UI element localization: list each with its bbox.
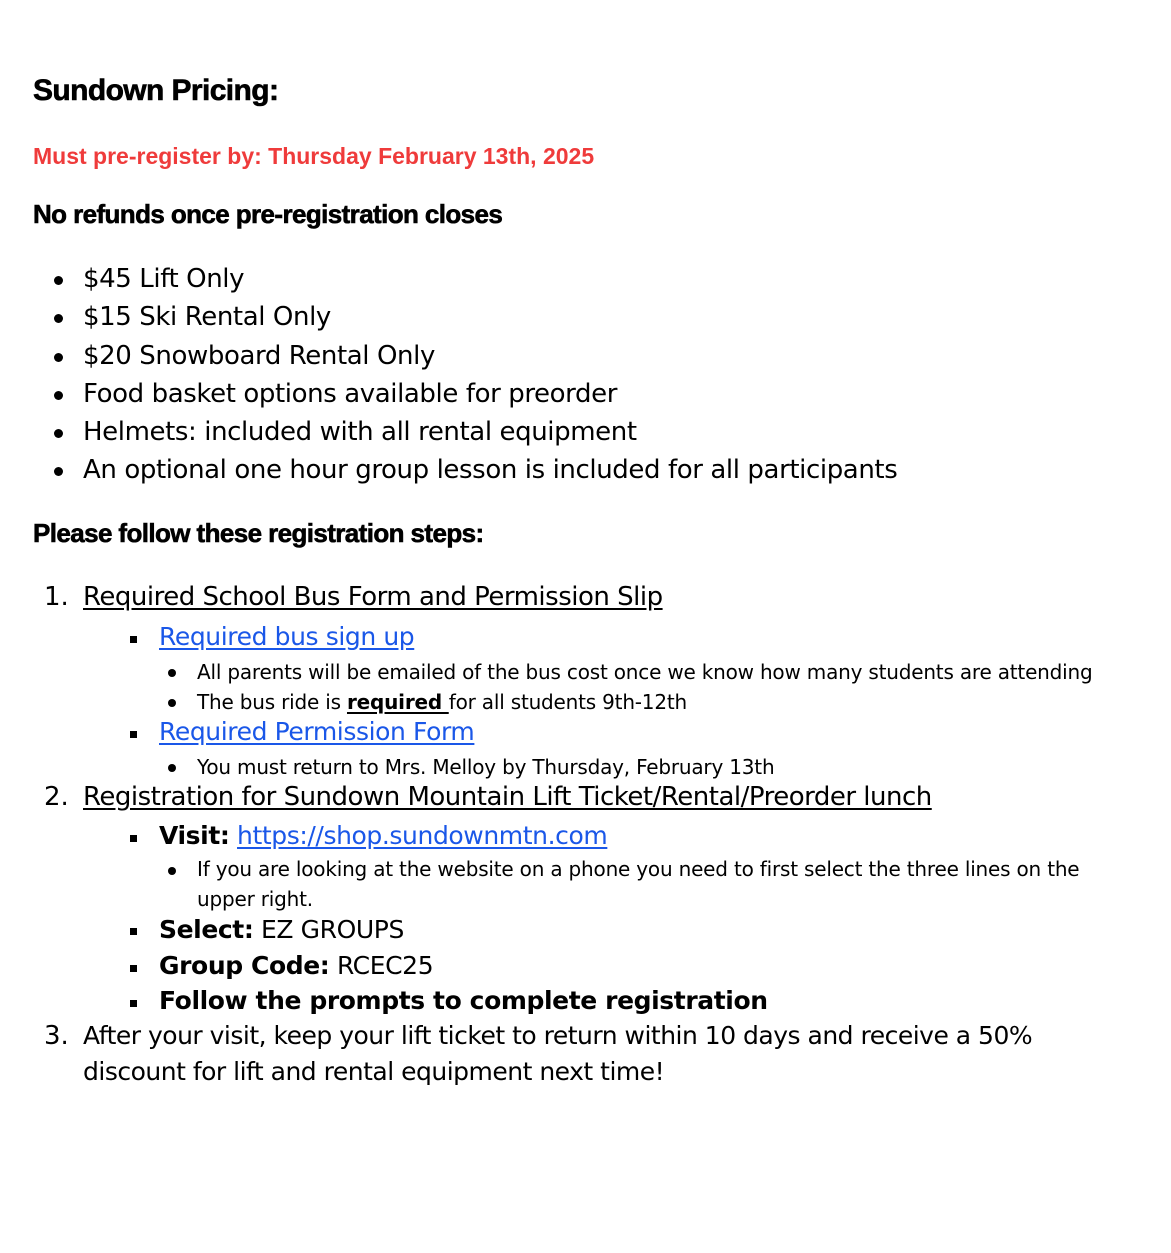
select-label: Select: [159, 915, 254, 944]
bullet-icon [168, 669, 176, 677]
step-number-2: 2. [44, 782, 69, 812]
step-1-title: Required School Bus Form and Permission Slip [83, 582, 663, 612]
refund-notice: No refunds once pre-registration closes [33, 199, 503, 229]
bus-cost-note: All parents will be emailed of the bus cost once we know how many students are attending [197, 660, 1093, 684]
step-3-line1: After your visit, keep your lift ticket to return within 10 days and receive a 50% [83, 1021, 1033, 1050]
bullet-icon [168, 764, 176, 772]
steps-heading: Please follow these registration steps: [33, 518, 484, 548]
square-bullet-icon [130, 731, 137, 738]
select-row [159, 915, 404, 944]
page-title: Sundown Pricing: [33, 74, 279, 107]
step-number-1: 1. [44, 582, 69, 612]
bus-required-note-text: for all students 9th-12th [448, 690, 687, 714]
pricing-item-snowboard-rental: $20 Snowboard Rental Only [0, 339, 897, 377]
follow-prompts-text: Follow the prompts to complete registration [159, 986, 768, 1015]
square-bullet-icon [130, 835, 137, 842]
pricing-item-lift: $45 Lift Only [0, 262, 897, 300]
group-code-label: Group Code: [159, 951, 330, 980]
phone-note-line1: If you are looking at the website on a phone you need to first select the three lines on the [197, 857, 1080, 881]
step-2-title: Registration for Sundown Mountain Lift Ticket/Rental/Preorder lunch [83, 782, 932, 812]
bullet-icon [168, 699, 176, 707]
pricing-item-ski-rental: $15 Ski Rental Only [0, 300, 897, 338]
visit-row [159, 821, 607, 850]
visit-label: Visit: [159, 821, 230, 850]
group-code-value: RCEC25 [329, 951, 434, 980]
square-bullet-icon [130, 965, 137, 972]
square-bullet-icon [130, 636, 137, 643]
step-3-line2: discount for lift and rental equipment next time! [83, 1057, 665, 1086]
permission-return-note: You must return to Mrs. Melloy by Thursday, February 13th [197, 755, 775, 779]
pricing-item-food-basket: Food basket options available for preorder [0, 377, 897, 415]
permission-form-link[interactable]: Required Permission Form [159, 717, 475, 746]
bullet-icon [168, 867, 176, 875]
square-bullet-icon [130, 928, 137, 935]
phone-note-line2: upper right. [197, 887, 313, 911]
pricing-item-helmets: Helmets: included with all rental equipment [0, 415, 897, 453]
required-emphasis: required [346, 690, 449, 714]
square-bullet-icon [130, 1000, 137, 1007]
bus-signup-link[interactable]: Required bus sign up [159, 622, 415, 651]
pricing-item-lesson: An optional one hour group lesson is included for all participants [0, 453, 897, 491]
shop-url-link[interactable]: https://shop.sundownmtn.com [237, 821, 608, 850]
group-code-row [159, 951, 433, 980]
deadline-notice: Must pre-register by: Thursday February 13th, 2025 [33, 143, 595, 169]
bus-required-note-text: The bus ride is [197, 690, 347, 714]
step-number-3: 3. [44, 1021, 69, 1051]
pricing-list [0, 262, 897, 492]
select-value: EZ GROUPS [253, 915, 404, 944]
bus-required-note [197, 690, 687, 714]
